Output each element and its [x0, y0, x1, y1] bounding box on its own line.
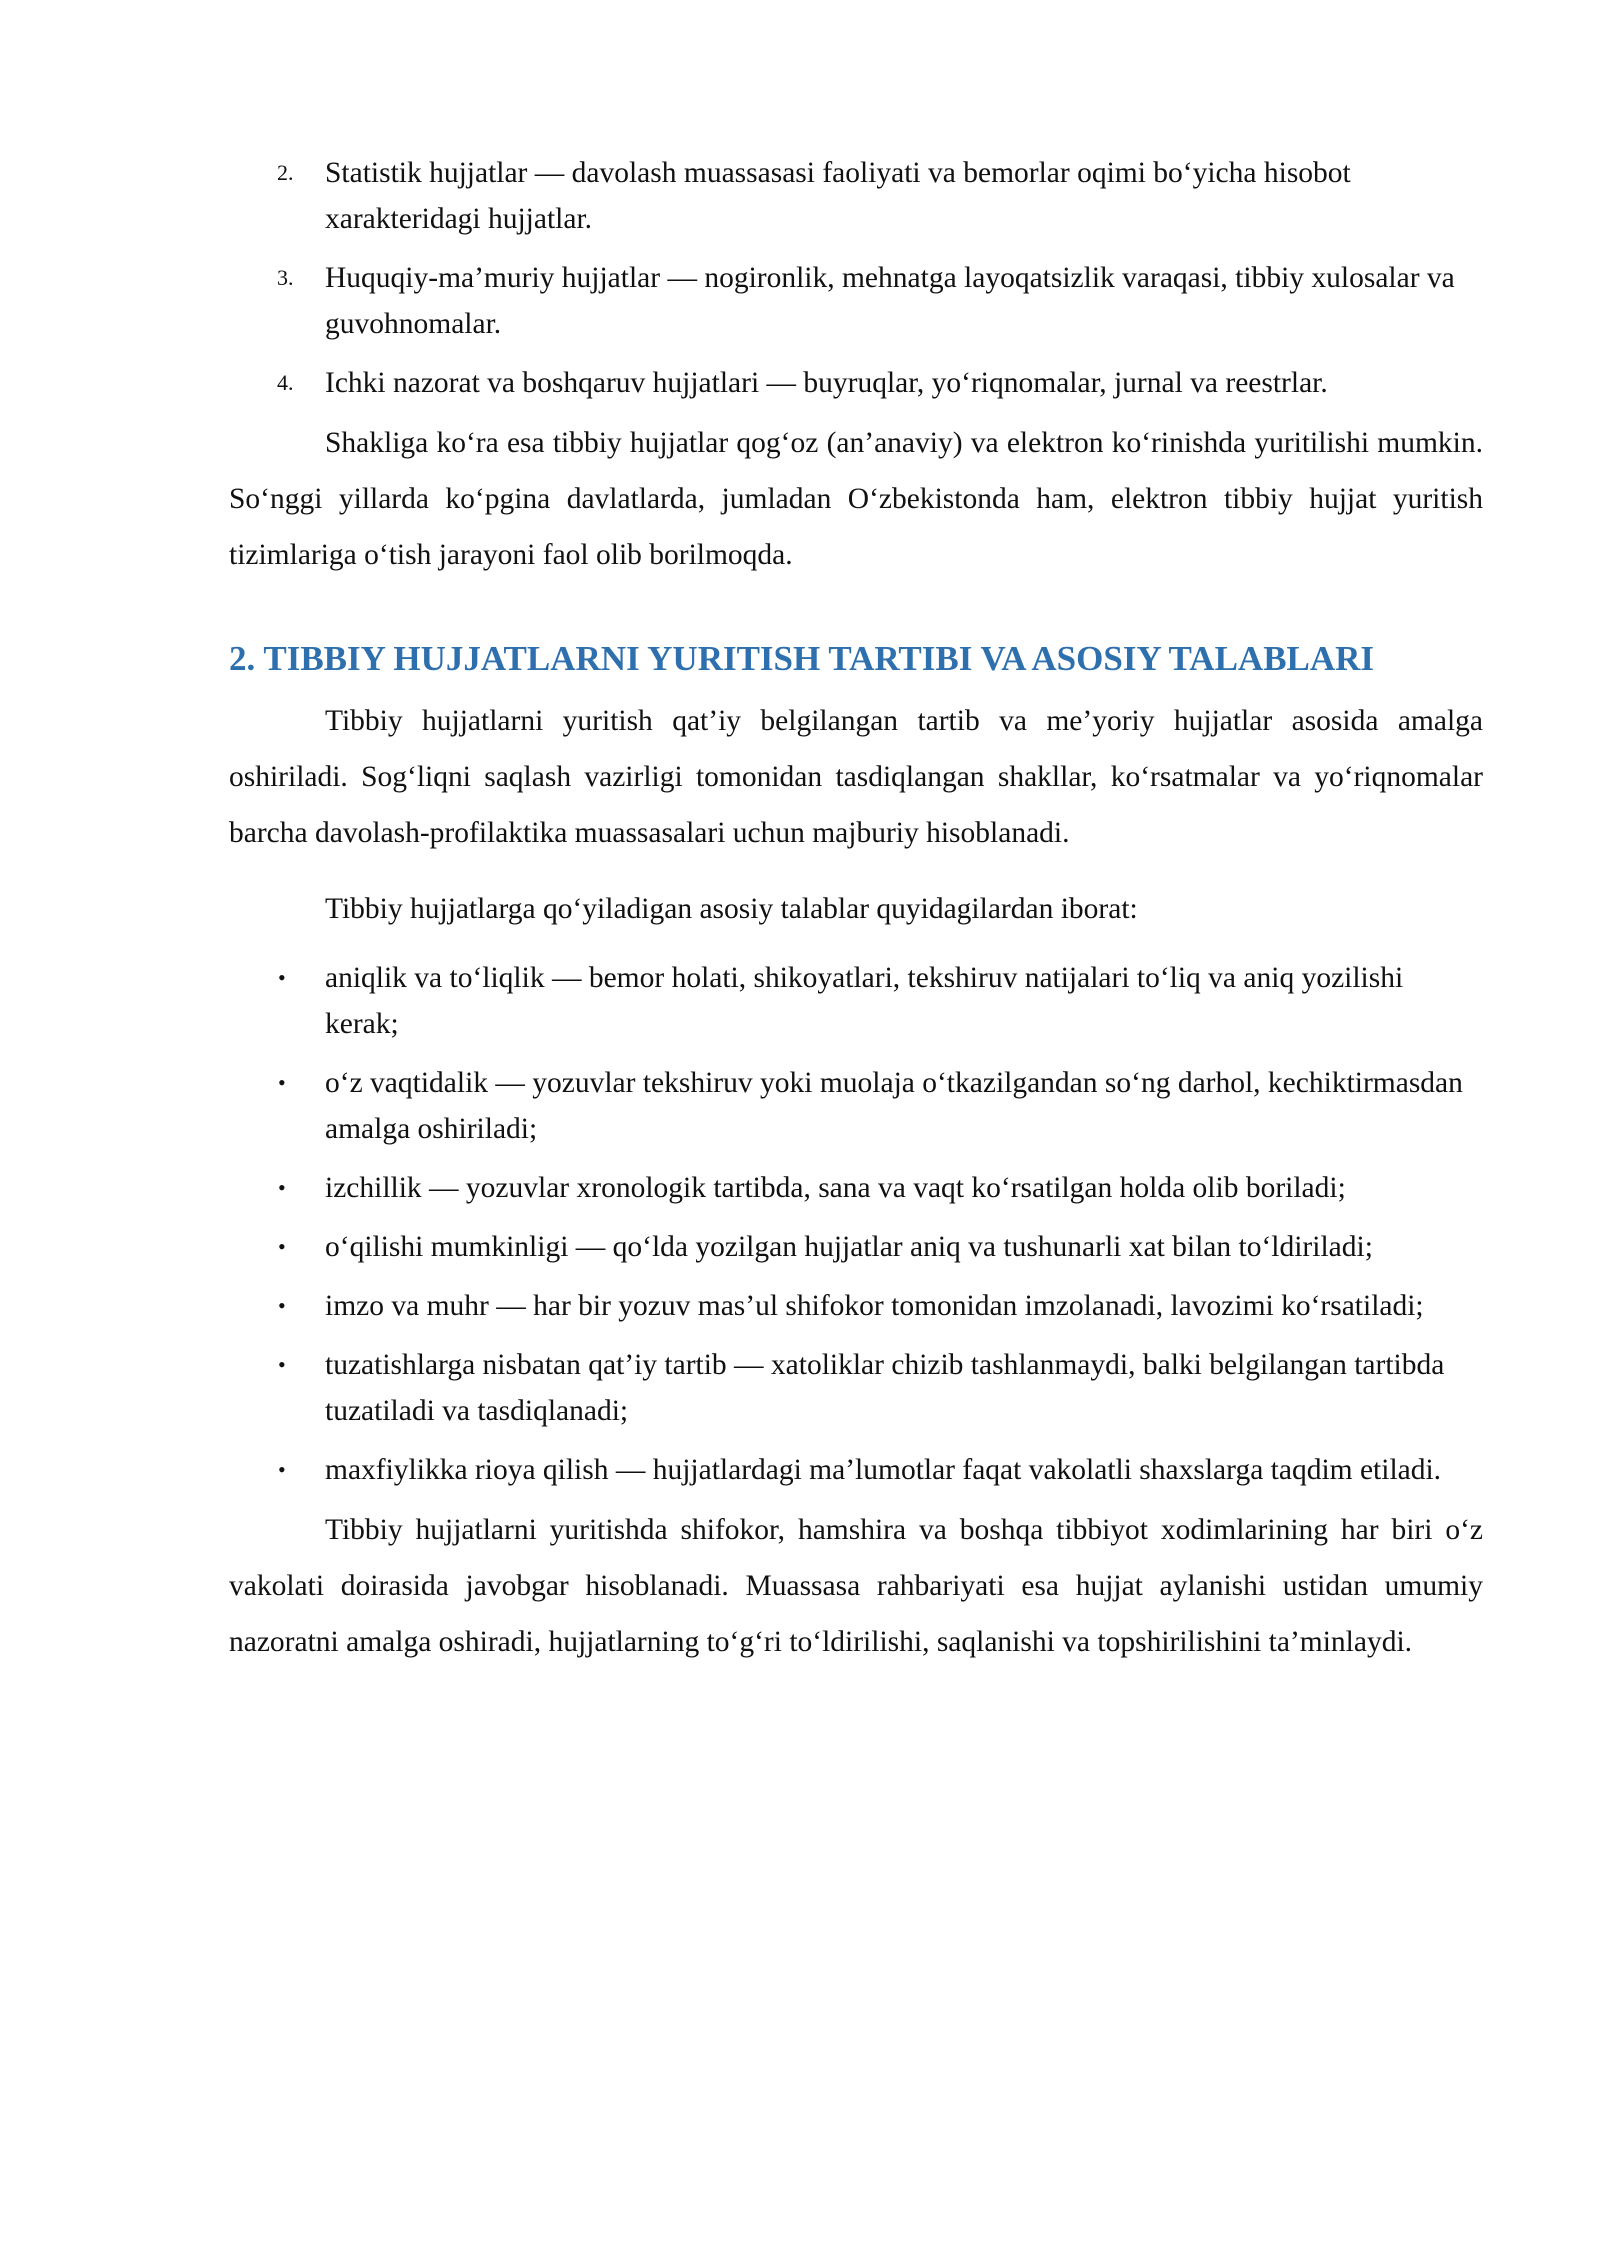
list-item-text: Statistik hujjatlar — davolash muassasasi faoliyati va bemorlar oqimi bo‘yicha hisobot xarakteridagi hujjatlar. — [325, 157, 1351, 235]
list-item — [229, 255, 1483, 347]
list-item — [229, 150, 1483, 242]
bullet-icon: • — [278, 1457, 286, 1482]
bullet-icon: • — [278, 1352, 286, 1377]
paragraph-responsibility: Tibbiy hujjatlarni yuritishda shifokor, hamshira va boshqa tibbiyot xodimlarining har biri o‘z vakolati doirasida javobgar hisoblanadi. Muassasa rahbariyati esa hujjat aylanishi ustidan umumiy nazoratni amalga oshiradi, hujjatlarning to‘g‘ri to‘ldirilishi, saqlanishi va topshirilishini ta’minlaydi. — [229, 1514, 1483, 1658]
document-page — [229, 150, 1483, 1670]
list-item-text: imzo va muhr — har bir yozuv mas’ul shifokor tomonidan imzolanadi, lavozimi ko‘rsatiladi; — [325, 1290, 1424, 1322]
list-item — [229, 1283, 1483, 1329]
paragraph-document-form: Shakliga ko‘ra esa tibbiy hujjatlar qog‘oz (an’anaviy) va elektron ko‘rinishda yuritilishi mumkin. So‘nggi yillarda ko‘pgina davlatlarda, jumladan O‘zbekistonda ham, elektron tibbiy hujjat yuritish tizimlariga o‘tish jarayoni faol olib borilmoqda. — [229, 427, 1483, 571]
list-number: 4. — [277, 370, 294, 395]
list-item — [229, 1165, 1483, 1211]
bullet-icon: • — [278, 1234, 286, 1259]
list-item-text: o‘qilishi mumkinligi — qo‘lda yozilgan hujjatlar aniq va tushunarli xat bilan to‘ldiriladi; — [325, 1231, 1373, 1263]
list-item-text: izchillik — yozuvlar xronologik tartibda, sana va vaqt ko‘rsatilgan holda olib boriladi; — [325, 1172, 1346, 1204]
bullet-icon: • — [278, 1293, 286, 1318]
list-item — [229, 1224, 1483, 1270]
paragraph-document-order: Tibbiy hujjatlarni yuritish qat’iy belgilangan tartib va me’yoriy hujjatlar asosida amalga oshiriladi. Sog‘liqni saqlash vazirligi tomonidan tasdiqlangan shakllar, ko‘rsatmalar va yo‘riqnomalar barcha davolash-profilaktika muassasalari uchun majburiy hisoblanadi. — [229, 705, 1483, 849]
list-item-text: maxfiylikka rioya qilish — hujjatlardagi ma’lumotlar faqat vakolatli shaxslarga taqdim etiladi. — [325, 1454, 1442, 1486]
paragraph-requirements-intro: Tibbiy hujjatlarga qo‘yiladigan asosiy talablar quyidagilardan iborat: — [325, 893, 1138, 925]
list-item — [229, 1060, 1483, 1152]
list-item-text: Ichki nazorat va boshqaruv hujjatlari — buyruqlar, yo‘riqnomalar, jurnal va reestrlar. — [325, 367, 1328, 399]
list-item-text: tuzatishlarga nisbatan qat’iy tartib — xatoliklar chizib tashlanmaydi, balki belgilangan tartibda tuzatiladi va tasdiqlanadi; — [325, 1349, 1445, 1427]
list-item — [229, 360, 1483, 406]
list-number: 3. — [277, 265, 294, 290]
list-item — [229, 955, 1483, 1047]
requirements-bullet-list — [229, 955, 1483, 1493]
list-item-text: Huquqiy-ma’muriy hujjatlar — nogironlik, mehnatga layoqatsizlik varaqasi, tibbiy xulosalar va guvohnomalar. — [325, 262, 1455, 340]
bullet-icon: • — [278, 1070, 286, 1095]
list-number: 2. — [277, 160, 294, 185]
list-item-text: o‘z vaqtidalik — yozuvlar tekshiruv yoki muolaja o‘tkazilgandan so‘ng darhol, kechiktirmasdan amalga oshiriladi; — [325, 1067, 1463, 1145]
list-item — [229, 1447, 1483, 1493]
section-heading: 2. TIBBIY HUJJATLARNI YURITISH TARTIBI VA ASOSIY TALABLARI — [229, 639, 1375, 678]
bullet-icon: • — [278, 965, 286, 990]
numbered-list — [229, 150, 1483, 406]
list-item-text: aniqlik va to‘liqlik — bemor holati, shikoyatlari, tekshiruv natijalari to‘liq va aniq yozilishi kerak; — [325, 962, 1404, 1040]
list-item — [229, 1342, 1483, 1434]
bullet-icon: • — [278, 1175, 286, 1200]
